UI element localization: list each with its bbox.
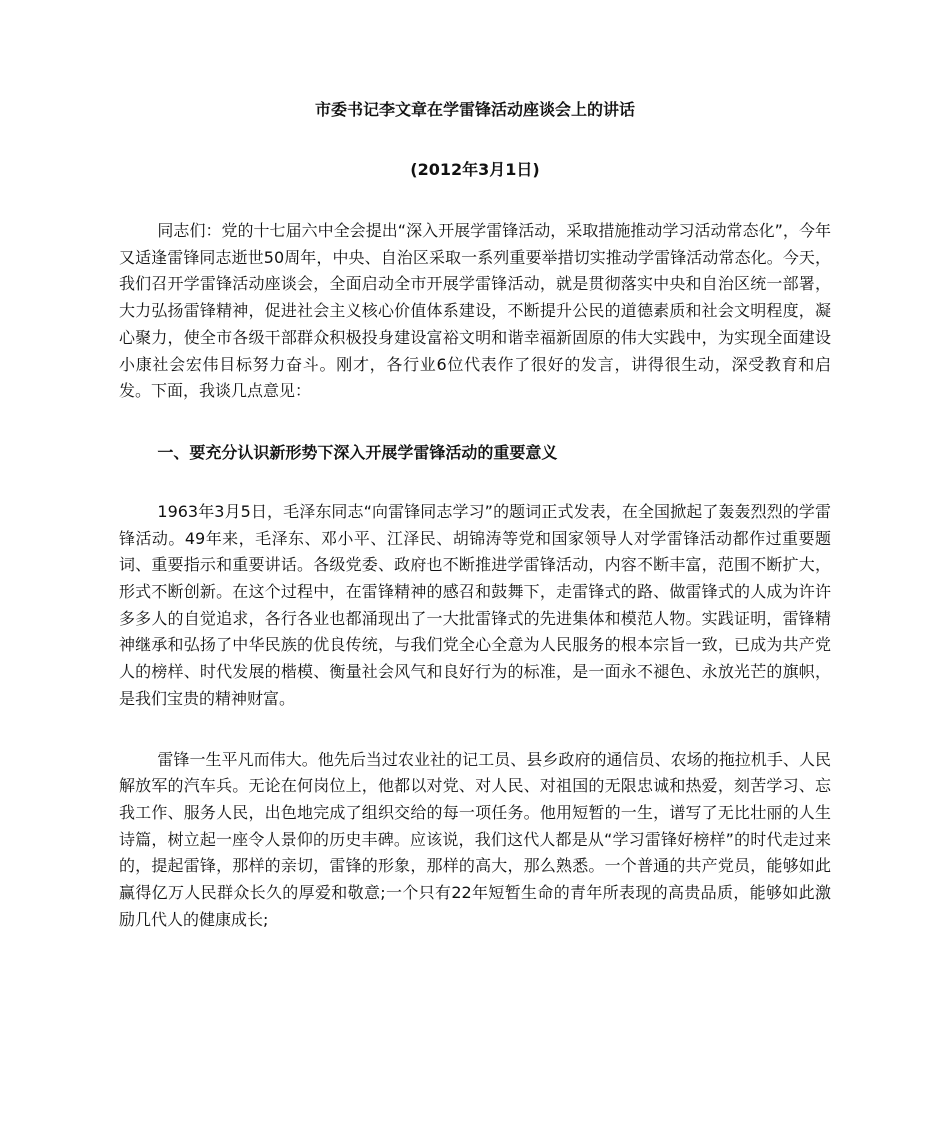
body-paragraph: 1963年3月5日，毛泽东同志“向雷锋同志学习”的题词正式发表，在全国掀起了轰轰烈烈的学雷锋活动。49年来，毛泽东、邓小平、江泽民、胡锦涛等党和国家领导人对学雷锋活动都作过重要题词、重要指示和重要讲话。各级党委、政府也不断推进学雷锋活动，内容不断丰富，范围不断扩大，形式不断创新。在这个过程中，在雷锋精神的感召和鼓舞下，走雷锋式的路、做雷锋式的人成为许许多多人的自觉追求，各行各业也都涌现出了一大批雷锋式的先进集体和模范人物。实践证明，雷锋精神继承和弘扬了中华民族的优良传统，与我们党全心全意为人民服务的根本宗旨一致，已成为共产党人的榜样、时代发展的楷模、衡量社会风气和良好行为的标准，是一面永不褪色、永放光芒的旗帜，是我们宝贵的精神财富。 <box>119 501 831 708</box>
document-title: 市委书记李文章在学雷锋活动座谈会上的讲话 <box>314 100 635 119</box>
document-date: (2012年3月1日) <box>410 160 540 179</box>
document-body <box>119 96 831 933</box>
section-heading: 一、要充分认识新形势下深入开展学雷锋活动的重要意义 <box>157 442 558 462</box>
body-paragraph: 雷锋一生平凡而伟大。他先后当过农业社的记工员、县乡政府的通信员、农场的拖拉机手、人民解放军的汽车兵。无论在何岗位上，他都以对党、对人民、对祖国的无限忠诚和热爱，刻苦学习、忘我工作、服务人民，出色地完成了组织交给的每一项任务。他用短暂的一生，谱写了无比壮丽的人生诗篇，树立起一座令人景仰的历史丰碑。应该说，我们这代人都是从“学习雷锋好榜样”的时代走过来的，提起雷锋，那样的亲切，雷锋的形象，那样的高大，那么熟悉。一个普通的共产党员，能够如此赢得亿万人民群众长久的厚爱和敬意;一个只有22年短暂生命的青年所表现的高贵品质，能够如此激励几代人的健康成长; <box>119 749 831 929</box>
intro-paragraph: 同志们：党的十七届六中全会提出“深入开展学雷锋活动，采取措施推动学习活动常态化”，今年又适逢雷锋同志逝世50周年，中央、自治区采取一系列重要举措切实推动学雷锋活动常态化。今天，我们召开学雷锋活动座谈会，全面启动全市开展学雷锋活动，就是贯彻落实中央和自治区统一部署，大力弘扬雷锋精神，促进社会主义核心价值体系建设，不断提升公民的道德素质和社会文明程度，凝心聚力，使全市各级干部群众积极投身建设富裕文明和谐幸福新固原的伟大实践中，为实现全面建设小康社会宏伟目标努力奋斗。刚才，各行业6位代表作了很好的发言，讲得很生动，深受教育和启发。下面，我谈几点意见： <box>119 221 831 401</box>
